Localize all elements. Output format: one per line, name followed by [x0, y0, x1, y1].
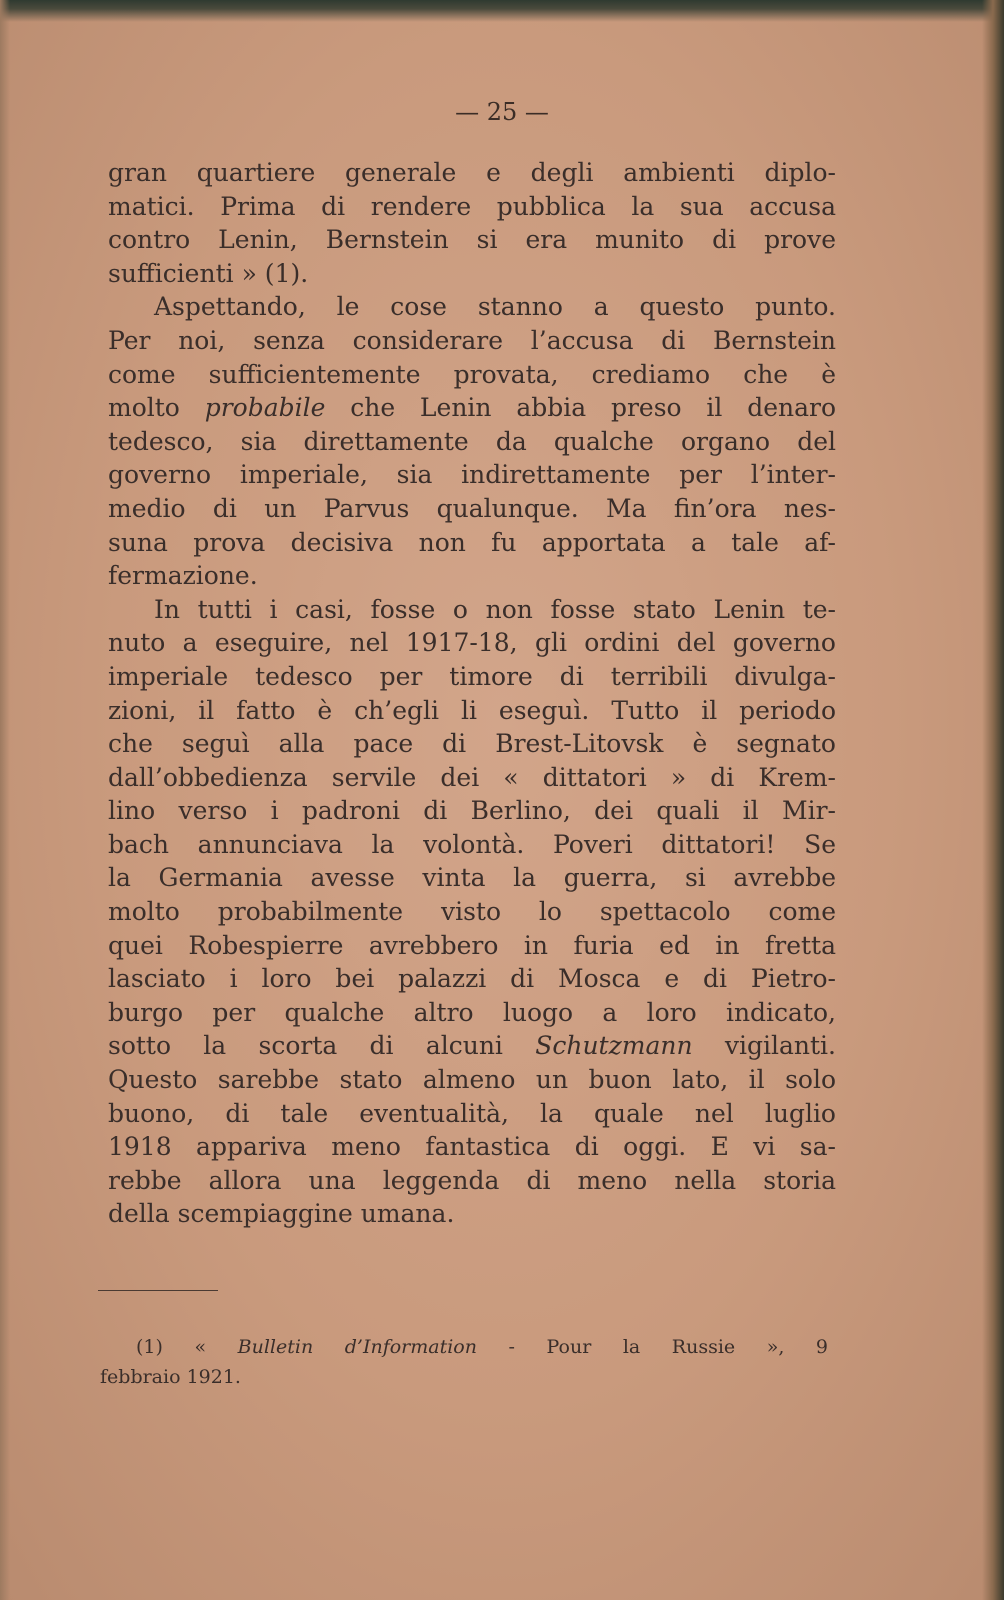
paragraph-start-line: Aspettando, le cose stanno a questo punto.	[154, 292, 836, 322]
text-line: gran quartiere generale e degli ambienti diplo-	[108, 158, 836, 187]
text-line: imperiale tedesco per timore di terribili divulga-	[108, 661, 836, 691]
text-line: zioni, il fatto è ch’egli li eseguì. Tutto il periodo	[108, 695, 836, 725]
body-text	[108, 156, 836, 1231]
text-line	[108, 1029, 836, 1063]
page-left-edge	[0, 0, 10, 1600]
text-line: medio di un Parvus qualunque. Ma fin’ora nes-	[108, 493, 836, 523]
text-line: Per noi, senza considerare l’accusa di Bernstein	[108, 325, 836, 355]
text-line: suna prova decisiva non fu apportata a tale af-	[108, 527, 836, 557]
text-line: bach annunciava la volontà. Poveri dittatori! Se	[108, 829, 836, 859]
text-line: lasciato i loro bei palazzi di Mosca e di Pietro-	[108, 964, 836, 994]
footnote-separator	[98, 1290, 218, 1291]
page-number: — 25 —	[455, 98, 549, 126]
italic-title: Bulletin d’Information	[237, 1336, 477, 1358]
text-line: lino verso i padroni di Berlino, dei quali il Mir-	[108, 796, 836, 826]
footnote	[100, 1332, 828, 1392]
text-line: Questo sarebbe stato almeno un buon lato, il solo	[108, 1065, 836, 1095]
text-fragment: - Pour la Russie », 9	[508, 1336, 829, 1358]
italic-word: probabile	[204, 393, 326, 423]
text-line: la Germania avesse vinta la guerra, si avrebbe	[108, 863, 836, 893]
text-fragment: (1) «	[136, 1336, 207, 1358]
text-line: nuto a eseguire, nel 1917-18, gli ordini del governo	[108, 628, 836, 658]
text-line: che seguì alla pace di Brest-Litovsk è segnato	[108, 729, 836, 759]
page-right-edge	[982, 0, 1004, 1600]
text-line: molto probabilmente visto lo spettacolo come	[108, 897, 836, 927]
footnote-line	[100, 1332, 828, 1362]
text-fragment: molto	[108, 393, 180, 423]
text-line: dall’obbedienza servile dei « dittatori » di Krem-	[108, 762, 836, 792]
page-top-edge	[0, 0, 1004, 22]
text-line: governo imperiale, sia indirettamente per l’inter-	[108, 460, 836, 490]
text-line: 1918 appariva meno fantastica di oggi. E vi sa-	[108, 1132, 836, 1162]
text-fragment: che Lenin abbia preso il denaro	[350, 393, 837, 423]
text-line: buono, di tale eventualità, la quale nel luglio	[108, 1098, 836, 1128]
paragraph-start-line: In tutti i casi, fosse o non fosse stato Lenin te-	[154, 594, 836, 624]
text-line: contro Lenin, Bernstein si era munito di prove	[108, 225, 836, 255]
text-fragment: vigilanti.	[724, 1031, 836, 1061]
text-line: della scempiaggine umana.	[108, 1199, 455, 1229]
text-line: quei Robespierre avrebbero in furia ed in fretta	[108, 930, 836, 960]
text-line: matici. Prima di rendere pubblica la sua accusa	[108, 191, 836, 221]
text-line: sufficienti » (1).	[108, 258, 309, 288]
italic-word: Schutzmann	[535, 1031, 693, 1061]
text-line: fermazione.	[108, 561, 258, 591]
text-line: burgo per qualche altro luogo a loro indicato,	[108, 997, 836, 1027]
text-line: tedesco, sia direttamente da qualche organo del	[108, 426, 836, 456]
text-line	[108, 391, 836, 425]
text-line: come sufficientemente provata, crediamo che è	[108, 359, 836, 389]
text-fragment: sotto la scorta di alcuni	[108, 1031, 503, 1061]
footnote-line: febbraio 1921.	[100, 1366, 241, 1388]
text-line: rebbe allora una leggenda di meno nella storia	[108, 1165, 836, 1195]
